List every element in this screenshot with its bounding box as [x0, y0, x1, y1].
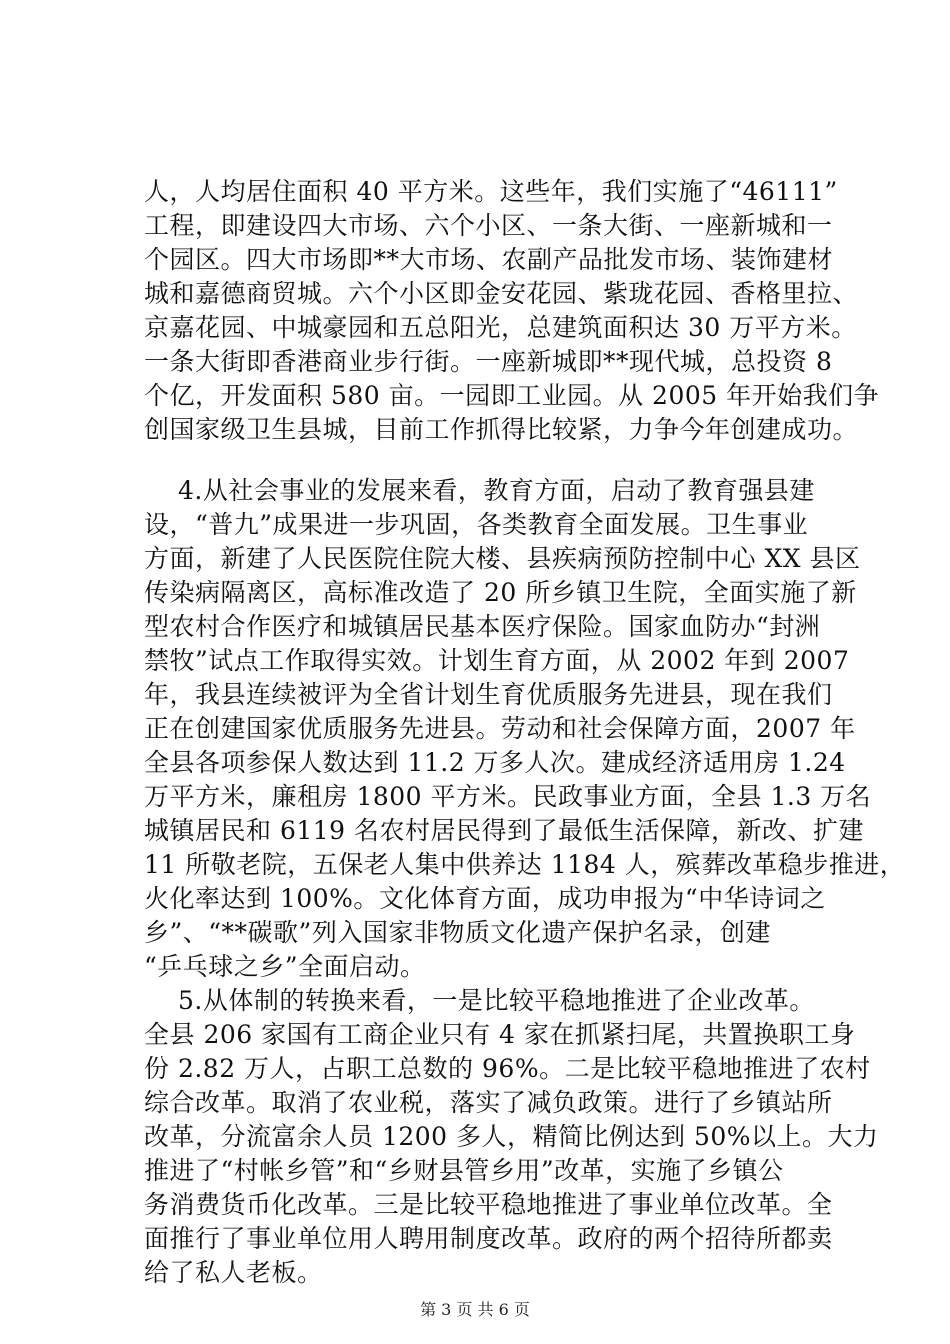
paragraph-line: 万平方米，廉租房 1800 平方米。民政事业方面，全县 1.3 万名 [144, 782, 872, 811]
paragraph-line: 务消费货币化改革。三是比较平稳地推进了事业单位改革。全 [144, 1190, 833, 1219]
paragraph-line: 乡”、“**碳歌”列入国家非物质文化遗产保护名录，创建 [144, 918, 771, 947]
paragraph-line: 年，我县连续被评为全省计划生育优质服务先进县，现在我们 [144, 680, 833, 709]
paragraph-line: 城和嘉德商贸城。六个小区即金安花园、紫珑花园、香格里拉、 [144, 279, 859, 308]
paragraph-line: 份 2.82 万人，占职工总数的 96%。二是比较平稳地推进了农村 [144, 1054, 871, 1083]
paragraph-line: 城镇居民和 6119 名农村居民得到了最低生活保障，新改、扩建 [144, 816, 865, 845]
paragraph-line: 个园区。四大市场即**大市场、农副产品批发市场、装饰建材 [144, 245, 834, 274]
paragraph-line: 面推行了事业单位用人聘用制度改革。政府的两个招待所都卖 [144, 1224, 833, 1253]
paragraph-line: 全县 206 家国有工商企业只有 4 家在抓紧扫尾，共置换职工身 [144, 1020, 856, 1049]
paragraph-line: 5.从体制的转换来看，一是比较平稳地推进了企业改革。 [178, 986, 815, 1015]
paragraph-line: 禁牧”试点工作取得实效。计划生育方面，从 2002 年到 2007 [144, 646, 850, 675]
paragraph-line: 工程，即建设四大市场、六个小区、一条大街、一座新城和一 [144, 211, 833, 240]
paragraph-line: 一条大街即香港商业步行街。一座新城即**现代城，总投资 8 [144, 347, 833, 376]
paragraph-line: 全县各项参保人数达到 11.2 万多人次。建成经济适用房 1.24 [144, 748, 846, 777]
paragraph-line: 4.从社会事业的发展来看，教育方面，启动了教育强县建 [178, 476, 815, 505]
paragraph-line: 推进了“村帐乡管”和“乡财县管乡用”改革，实施了乡镇公 [144, 1156, 784, 1185]
paragraph-line: 设，“普九”成果进一步巩固，各类教育全面发展。卫生事业 [144, 510, 809, 539]
paragraph-line: “乒乓球之乡”全面启动。 [144, 952, 426, 981]
paragraph-line: 正在创建国家优质服务先进县。劳动和社会保障方面，2007 年 [144, 714, 856, 743]
paragraph-line: 改革，分流富余人员 1200 多人，精简比例达到 50%以上。大力 [144, 1122, 879, 1151]
paragraph-line: 给了私人老板。 [144, 1258, 323, 1287]
paragraph-line: 人，人均居住面积 40 平方米。这些年，我们实施了“46111” [144, 177, 838, 206]
paragraph-line: 型农村合作医疗和城镇居民基本医疗保险。国家血防办“封洲 [144, 612, 821, 641]
paragraph-line: 火化率达到 100%。文化体育方面，成功申报为“中华诗词之 [144, 884, 826, 913]
paragraph-line: 创国家级卫生县城，目前工作抓得比较紧，力争今年创建成功。 [144, 415, 859, 444]
paragraph-line: 个亿，开发面积 580 亩。一园即工业园。从 2005 年开始我们争 [144, 381, 880, 410]
page-footer: 第 3 页 共 6 页 [420, 1300, 530, 1319]
paragraph-line: 方面，新建了人民医院住院大楼、县疾病预防控制中心 XX 县区 [144, 544, 861, 573]
paragraph-line: 京嘉花园、中城豪园和五总阳光，总建筑面积达 30 万平方米。 [144, 313, 857, 342]
paragraph-line: 11 所敬老院，五保老人集中供养达 1184 人，殡葬改革稳步推进， [144, 850, 906, 879]
paragraph-line: 传染病隔离区，高标准改造了 20 所乡镇卫生院，全面实施了新 [144, 578, 857, 607]
paragraph-line: 综合改革。取消了农业税，落实了减负政策。进行了乡镇站所 [144, 1088, 833, 1117]
